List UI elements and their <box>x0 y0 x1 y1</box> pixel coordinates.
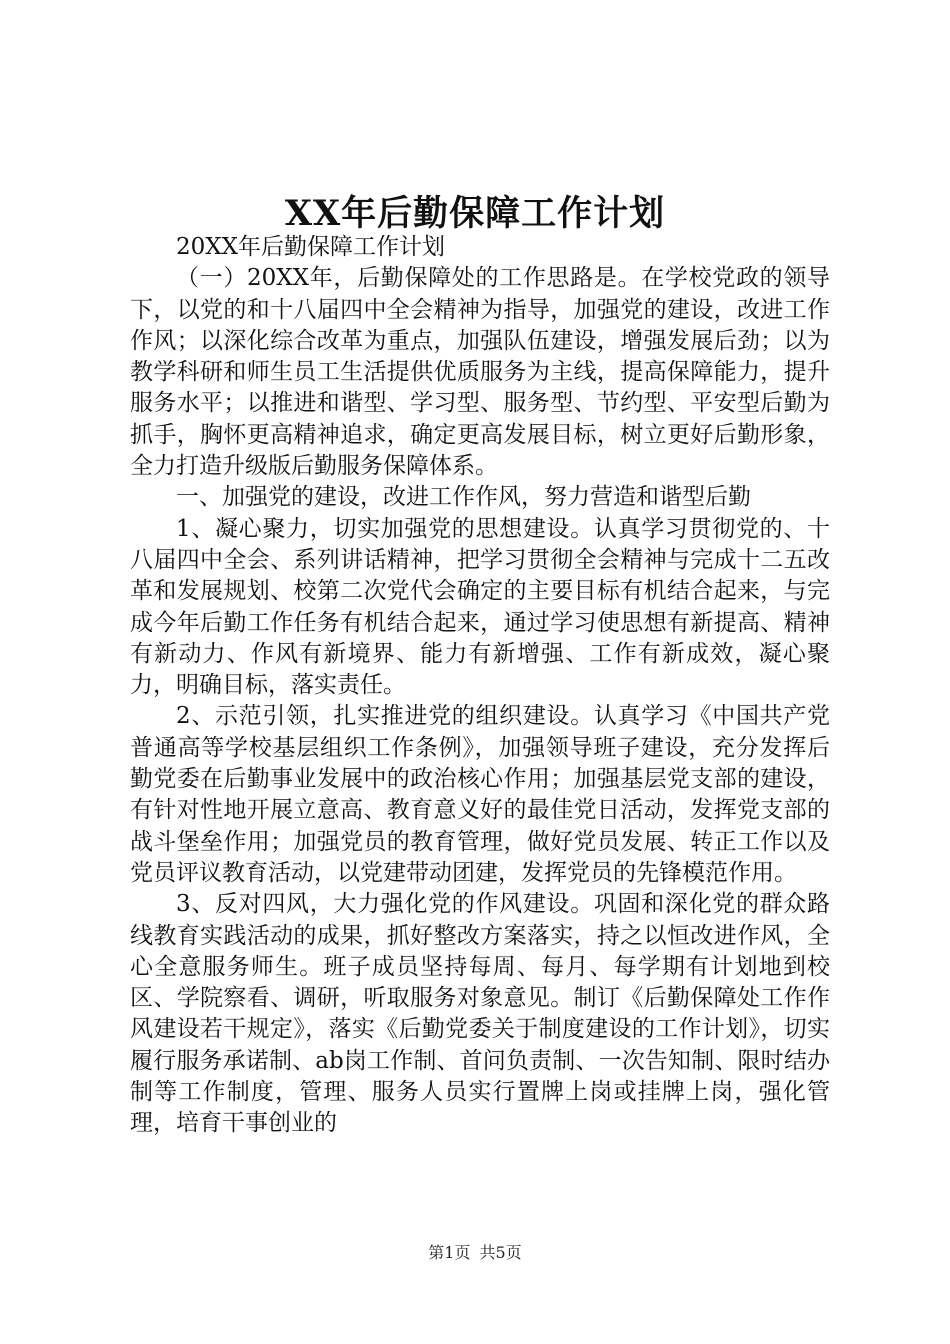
page-number: 第1页 <box>428 1243 471 1262</box>
page-total: 共5页 <box>479 1243 522 1262</box>
document-title: XX年后勤保障工作计划 <box>284 193 666 234</box>
page-footer <box>0 1240 950 1263</box>
paragraph-item-3: 3、反对四风，大力强化党的作风建设。巩固和深化党的群众路线教育实践活动的成果，抓好整改方案落实，持之以恒改进作风，全心全意服务师生。班子成员坚持每周、每月、每学期有计划地到校区、学院察看、调研，听取服务对象意见。制订《后勤保障处工作作风建设若干规定》，落实《后勤党委关于制度建设的工作计划》，切实履行服务承诺制、ab岗工作制、首问负责制、一次告知制、限时结办制等工作制度，管理、服务人员实行置牌上岗或挂牌上岗，强化管理，培育干事创业的 <box>130 891 830 1137</box>
document-body <box>130 232 830 1140</box>
paragraph-work-thinking: （一）20XX年，后勤保障处的工作思路是。在学校党政的领导下，以党的和十八届四中全会精神为指导，加强党的建设，改进工作作风；以深化综合改革为重点，加强队伍建设，增强发展后劲；以为教学科研和师生员工生活提供优质服务为主线，提高保障能力，提升服务水平；以推进和谐型、学习型、服务型、节约型、平安型后勤为抓手，胸怀更高精神追求，确定更高发展目标，树立更好后勤形象，全力打造升级版后勤服务保障体系。 <box>130 265 830 480</box>
paragraph-item-2: 2、示范引领，扎实推进党的组织建设。认真学习《中国共产党普通高等学校基层组织工作条例》，加强领导班子建设，充分发挥后勤党委在后勤事业发展中的政治核心作用；加强基层党支部的建设，有针对性地开展立意高、教育意义好的最佳党日活动，发挥党支部的战斗堡垒作用；加强党员的教育管理，做好党员发展、转正工作以及党员评议教育活动，以党建带动团建，发挥党员的先锋模范作用。 <box>130 703 830 886</box>
section-heading-party-building: 一、加强党的建设，改进工作作风，努力营造和谐型后勤 <box>176 484 751 511</box>
paragraph-item-1: 1、凝心聚力，切实加强党的思想建设。认真学习贯彻党的、十八届四中全会、系列讲话精神，把学习贯彻全会精神与完成十二五改革和发展规划、校第二次党代会确定的主要目标有机结合起来，与完成今年后勤工作任务有机结合起来，通过学习使思想有新提高、精神有新动力、作风有新境界、能力有新增强、工作有新成效，凝心聚力，明确目标，落实责任。 <box>130 515 830 699</box>
paragraph-subtitle: 20XX年后勤保障工作计划 <box>176 234 446 260</box>
